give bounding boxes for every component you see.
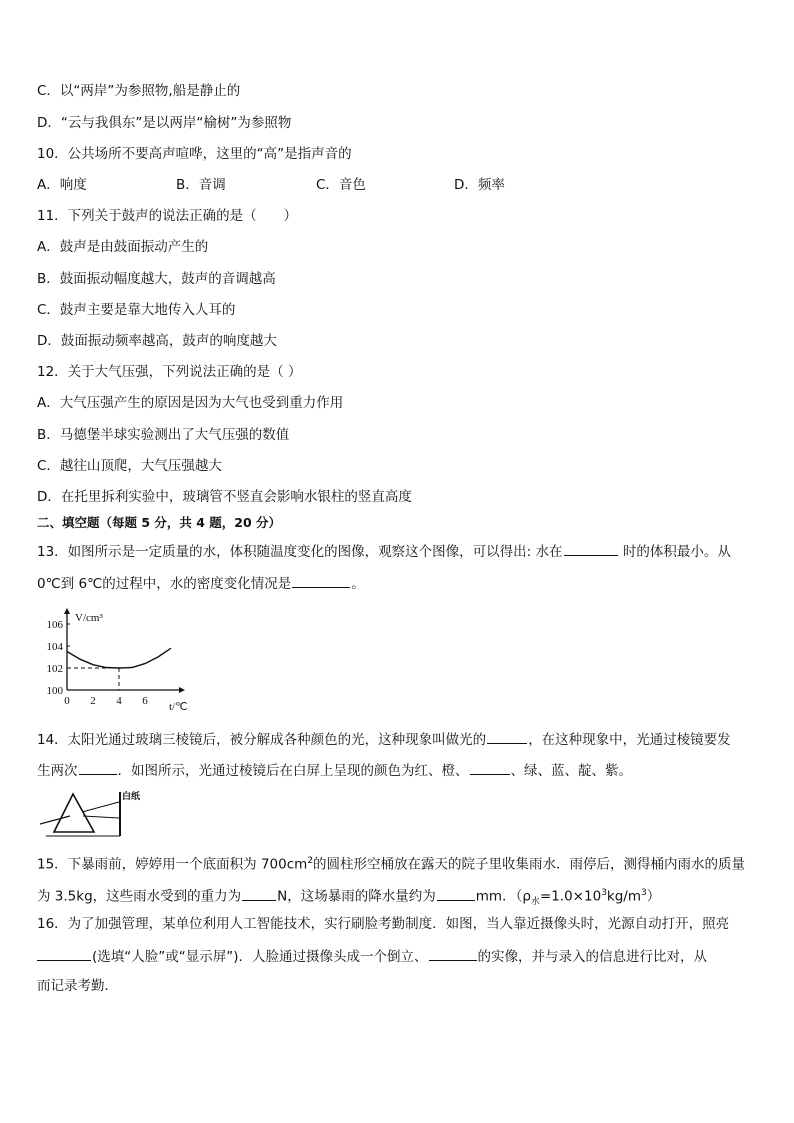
y-tick-label: 104 xyxy=(46,641,63,653)
option-c-prev: C．以“两岸”为参照物,船是静止的 xyxy=(37,83,241,99)
y-tick-label: 102 xyxy=(46,663,63,675)
question-14-line1 xyxy=(37,729,731,749)
volume-curve xyxy=(67,648,171,668)
volume-temperature-chart xyxy=(30,605,200,715)
q15-sup-3: 3 xyxy=(641,888,647,898)
option-d-prev: D．“云与我俱东”是以两岸“榆树”为参照物 xyxy=(37,115,292,131)
question-13-line2 xyxy=(37,573,365,593)
q10-option-a[interactable]: A．响度 xyxy=(37,177,87,193)
q13-blank-2[interactable] xyxy=(292,573,350,588)
question-14-line2 xyxy=(37,760,632,780)
prism-triangle xyxy=(54,794,94,832)
y-tick-label: 100 xyxy=(46,685,63,697)
dispersed-ray-1 xyxy=(82,802,119,812)
q10-option-d[interactable]: D．频率 xyxy=(454,177,505,193)
x-axis-label: t/℃ xyxy=(169,701,188,713)
q15-blank-2[interactable] xyxy=(437,886,475,901)
q16-blank-2[interactable] xyxy=(429,946,477,961)
x-tick-label: 4 xyxy=(116,695,122,707)
q15-sup-1: 2 xyxy=(307,856,314,866)
question-13-line1 xyxy=(37,541,731,561)
q15-text-5: mm．（ρ xyxy=(475,888,531,905)
question-15-line1 xyxy=(37,852,745,874)
question-12: 12．关于大气压强，下列说法正确的是（ ） xyxy=(37,364,302,380)
q11-option-b[interactable]: B．鼓面振动幅度越大，鼓声的音调越高 xyxy=(37,271,276,287)
dispersed-ray-2 xyxy=(83,816,119,818)
q15-text-2: 的圆柱形空桶放在露天的院子里收集雨水．雨停后，测得桶内雨水的质量 xyxy=(313,856,746,873)
q11-option-d[interactable]: D．鼓面振动频率越高，鼓声的响度越大 xyxy=(37,333,277,349)
q13-text-1: 13．如图所示是一定质量的水，体积随温度变化的图像，观察这个图像，可以得出: 水在 xyxy=(37,544,563,560)
q14-blank-1[interactable] xyxy=(487,729,527,744)
q11-option-a[interactable]: A．鼓声是由鼓面振动产生的 xyxy=(37,239,209,255)
white-screen-label: 白纸 xyxy=(122,792,141,802)
q15-text-1: 15．下暴雨前，婷婷用一个底面积为 700cm xyxy=(37,856,308,873)
q14-text-5: 、绿、蓝、靛、紫。 xyxy=(510,763,632,779)
q13-blank-1[interactable] xyxy=(564,541,618,556)
q12-option-d[interactable]: D．在托里拆利实验中，玻璃管不竖直会影响水银柱的竖直高度 xyxy=(37,489,412,505)
x-tick-label: 2 xyxy=(90,695,96,707)
q12-option-c[interactable]: C．越往山顶爬，大气压强越大 xyxy=(37,458,222,474)
q15-sub-water: 水 xyxy=(530,897,540,908)
q10-option-c[interactable]: C．音色 xyxy=(316,177,366,193)
q15-text-8: ） xyxy=(646,888,661,905)
q11-option-c[interactable]: C．鼓声主要是靠大地传入人耳的 xyxy=(37,302,236,318)
q16-text-1: (选填“人脸”或“显示屏”)．人脸通过摄像头成一个倒立、 xyxy=(92,949,428,965)
question-11: 11．下列关于鼓声的说法正确的是（ ） xyxy=(37,208,298,224)
y-axis-label: V/cm³ xyxy=(75,612,103,624)
question-16-line1: 16．为了加强管理，某单位利用人工智能技术，实行刷脸考勤制度．如图，当人靠近摄像头时，光源自动打开，照亮 xyxy=(37,916,730,932)
y-axis-arrow xyxy=(64,608,70,614)
q13-text-3: 0℃到 6℃的过程中，水的密度变化情况是 xyxy=(37,576,292,592)
q15-blank-1[interactable] xyxy=(242,886,276,901)
q14-blank-3[interactable] xyxy=(470,760,510,775)
q13-text-2: 时的体积最小。从 xyxy=(618,544,731,560)
q13-text-4: 。 xyxy=(351,576,365,592)
x-tick-label: 0 xyxy=(64,695,70,707)
y-tick-label: 106 xyxy=(46,619,63,631)
q15-sup-2: 3 xyxy=(601,888,607,898)
x-axis-arrow xyxy=(179,687,185,693)
section-heading: 二、填空题（每题 5 分，共 4 题，20 分） xyxy=(37,515,282,530)
q10-option-b[interactable]: B．音调 xyxy=(176,177,226,193)
q15-text-4: N，这场暴雨的降水量约为 xyxy=(277,888,436,905)
x-tick-label: 6 xyxy=(142,695,148,707)
q15-text-7: kg/m xyxy=(606,888,642,905)
q12-option-a[interactable]: A．大气压强产生的原因是因为大气也受到重力作用 xyxy=(37,395,344,411)
q14-text-4: ．如图所示，光通过棱镜后在白屏上呈现的颜色为红、橙、 xyxy=(117,763,469,779)
q16-text-2: 的实像，并与录入的信息进行比对，从 xyxy=(477,949,708,965)
question-16-line2 xyxy=(37,946,707,966)
q15-text-6: =1.0×10 xyxy=(539,888,602,905)
q14-text-3: 生两次 xyxy=(37,763,78,779)
question-15-line2 xyxy=(37,884,660,911)
q15-text-3: 为 3.5kg，这些雨水受到的重力为 xyxy=(37,888,242,905)
prism-figure xyxy=(40,788,150,843)
question-10: 10．公共场所不要高声喧哗，这里的“高”是指声音的 xyxy=(37,146,352,162)
q14-text-1: 14．太阳光通过玻璃三棱镜后，被分解成各种颜色的光，这种现象叫做光的 xyxy=(37,732,487,748)
q16-blank-1[interactable] xyxy=(37,946,91,961)
question-16-line3: 而记录考勤． xyxy=(37,978,118,994)
q14-blank-2[interactable] xyxy=(79,760,117,775)
q12-option-b[interactable]: B．马德堡半球实验测出了大气压强的数值 xyxy=(37,427,290,443)
q14-text-2: ，在这种现象中，光通过棱镜要发 xyxy=(528,732,731,748)
incoming-ray xyxy=(40,816,70,824)
